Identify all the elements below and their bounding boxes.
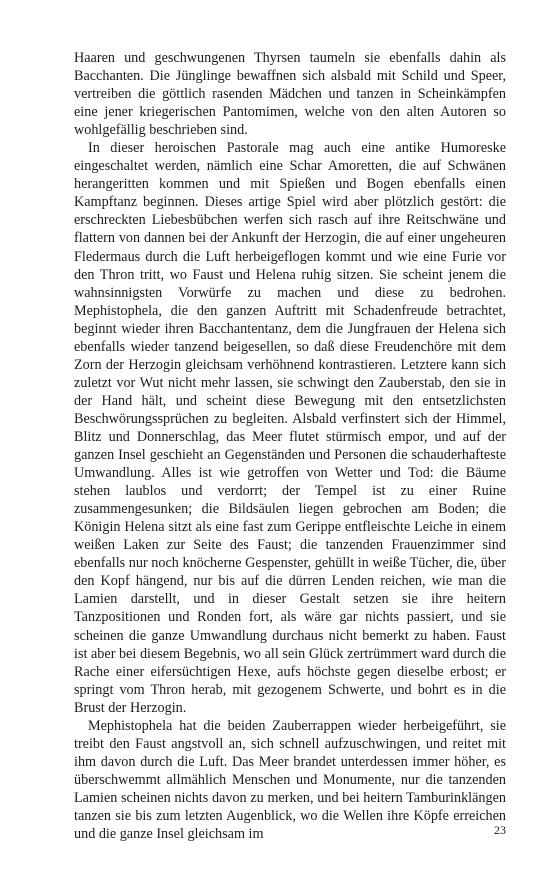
book-page-text [74,49,506,843]
paragraph-mephistophela: Mephistophela hat die beiden Zauberrappen wieder herbeigeführt, sie treibt den Faust angstvoll an, sich schnell aufzuschwingen, und reitet mit ihm davon durch die Luft. Das Meer brandet unterdessen immer höher, es überschwemmt allmählich Menschen und Monumente, nur die tanzenden Lamien scheinen nichts davon zu merken, und bei heitern Tamburinklängen tanzen sie bis zum letzten Augenblick, wo die Wellen ihre Köpfe erreichen und die ganze Insel gleichsam im [74,717,506,843]
paragraph-continuation: Haaren und geschwungenen Thyrsen taumeln sie ebenfalls dahin als Bacchanten. Die Jünglinge bewaffnen sich alsbald mit Schild und Speer, vertreiben die göttlich rasenden Mädchen und tanzen in Scheinkämpfen eine jener kriegerischen Pantomimen, welche von den alten Autoren so wohlgefällig beschrieben sind. [74,50,506,139]
paragraph-humoreske: In dieser heroischen Pastorale mag auch eine antike Humoreske eingeschaltet werden, nämlich eine Schar Amoretten, die auf Schwänen herangeritten kommen und mit Spießen und Bogen ebenfalls einen Kampftanz beginnen. Dieses artige Spiel wird aber plötzlich gestört: die erschreckten Liebesbübchen werfen sich rasch auf ihre Reitschwäne und flattern von dannen bei der Ankunft der Herzogin, die auf einer ungeheuren Fledermaus durch die Luft herbeigeflogen kommt und wie eine Furie vor den Thron tritt, wo Faust und Helena ruhig sitzen. Sie scheint jenem die wahnsinnigsten Vorwürfe zu machen und diese zu bedrohen. Mephistophela, die den ganzen Auftritt mit Schadenfreude betrachtet, beginnt wieder ihren Bacchantentanz, dem die Jungfrauen der Helena sich ebenfalls wieder tanzend beigesellen, so daß diese Freudenchöre mit dem Zorn der Herzogin gleichsam verhöhnend kontrastieren. Letztere kann sich zuletzt vor Wut nicht mehr lassen, sie schwingt den Zauberstab, den sie in der Hand hält, und scheint diese Bewegung mit den entsetzlichsten Beschwörungssprüchen zu begleiten. Alsbald verfinstert sich der Himmel, Blitz und Donnerschlag, das Meer flutet stürmisch empor, und auf der ganzen Insel geschieht an Gegenständen und Personen die schauderhafteste Umwandlung. Alles ist wie getroffen von Wetter und Tod: die Bäume stehen laublos und verdorrt; der Tempel ist zu einer Ruine zusammengesunken; die Bildsäulen liegen gebrochen am Boden; die Königin Helena sitzt als eine fast zum Gerippe entfleischte Leiche in einem weißen Laken zur Seite des Faust; die tanzenden Frauenzimmer sind ebenfalls nur noch knöcherne Gespenster, gehüllt in weiße Tücher, die, über den Kopf hängend, nur bis auf die dürren Lenden reichen, wie man die Lamien darstellt, und in dieser Gestalt setzen sie ihre heitern Tanzpositionen und Ronden fort, als wäre gar nichts passiert, und sie scheinen die ganze Umwandlung durchaus nicht bemerkt zu haben. Faust ist aber bei diesem Begebnis, wo all sein Glück zertrümmert ward durch die Rache einer eifersüchtigen Hexe, aufs höchste gegen dieselbe erbost; er springt vom Thron herab, mit gezogenem Schwerte, und bohrt es in die Brust der Herzogin. [74,140,506,716]
page-number: 23 [494,823,506,837]
